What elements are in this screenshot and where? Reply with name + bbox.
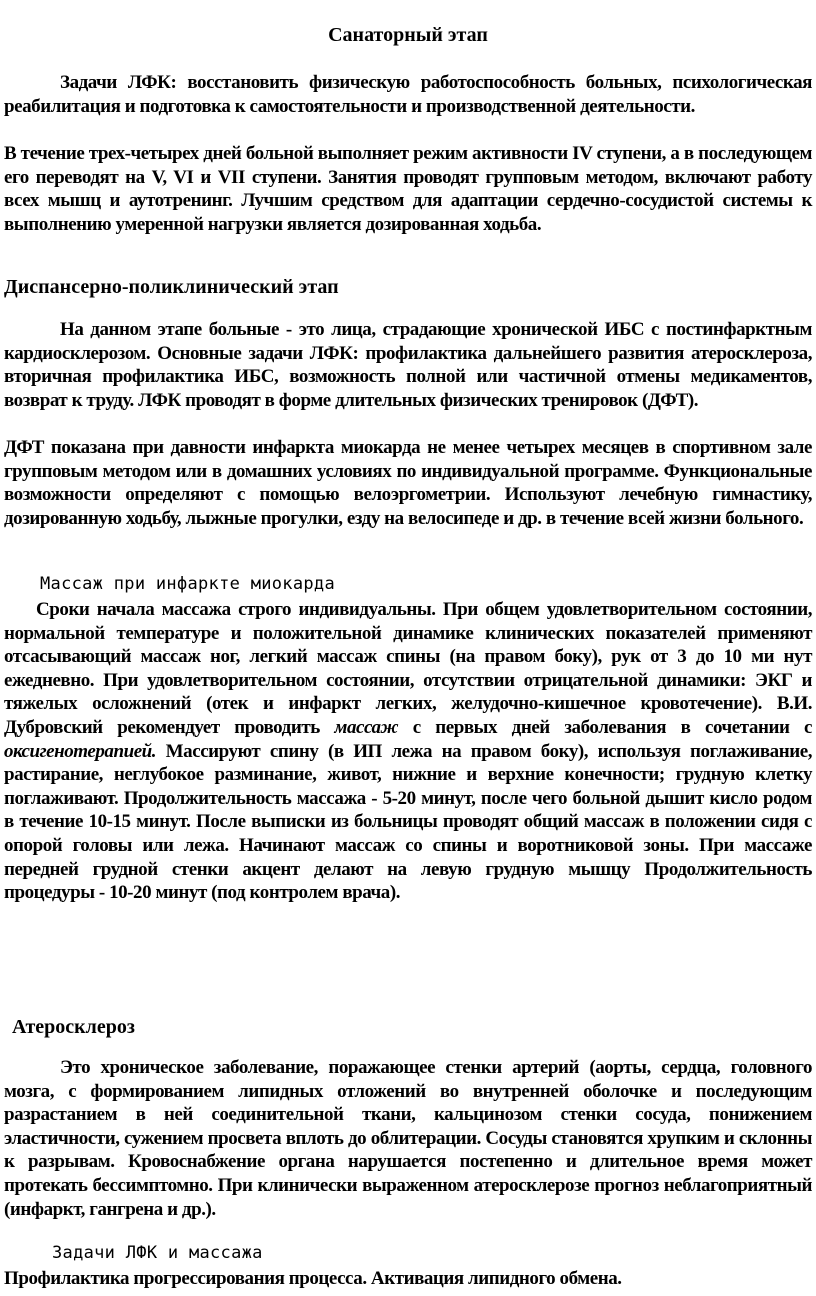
massage-paragraph	[4, 598, 812, 905]
dispensary-paragraph-1	[4, 318, 812, 412]
sanatorium-paragraph-2: В течение трех-четырех дней больной выполняет режим активности IV ступени, а в последующем его переводят на V, VI и VII ступени. Занятия проводят групповым методом, включают работу всех мышц и аутотренинг. Лучшим средством для адаптации сердечно-сосудистой системы к выполнению умеренной нагрузки является дозированная ходьба.	[4, 143, 812, 235]
massage-text-2: с первых дней заболевания в сочетании с	[398, 716, 812, 738]
sanatorium-paragraph-1	[4, 71, 812, 118]
section-title-sanatorium: Санаторный этап	[328, 24, 488, 46]
section-title-dispensary: Диспансерно-поликлинический этап	[4, 276, 339, 298]
tasks-paragraph: Профилактика прогрессирования процесса. Активация липидного обмена.	[4, 1268, 622, 1289]
sanatorium-tasks-text: восстановить физическую работоспособность больных, психологическая реабилитация и подготовка к самостоятельности и производственной деятельности.	[4, 72, 812, 117]
dispensary-paragraph-1-text: На данном этапе больные - это лица, страдающие хронической ИБС с постинфарктным кардиосклерозом. Основные задачи ЛФК: профилактика дальнейшего развития атеросклероза, вторичная профилактика ИБС, возможность полной или частичной отмены медикаментов, возврат к труду. ЛФК проводят в форме длительных физических тренировок (ДФТ).	[4, 319, 812, 411]
massage-emphasis-2: оксигенотерапией.	[4, 740, 157, 762]
tasks-label: Задачи ЛФК:	[60, 72, 177, 93]
massage-text-1: Сроки начала массажа строго индивидуальны. При общем удовлетворительном состоянии, нормальной температуре и положительной динамике клинических показателей применяют отсасывающий массаж ног, легкий массаж спины (на правом боку), рук от 3 до 10 ми нут ежедневно. При удовлетворительном состоянии, отсутствии отрицательной динамики: ЭКГ и тяжелых осложнений (отек и инфаркт легких, желудочно-кишечное кровотечение). В.И. Дубровский рекомендует проводить	[4, 599, 812, 738]
atherosclerosis-text: Это хроническое заболевание, поражающее стенки артерий (аорты, сердца, головного мозга, с формированием липидных отложений во внутренней оболочке и последующим разрастанием в ней соединительной ткани, кальцинозом стенки сосуда, понижением эластичности, сужением просвета вплоть до облитерации. Сосуды становятся хрупким и склонны к разрывам. Кровоснабжение органа нарушается постепенно и длительное время может протекать бессимптомно. При клинически выраженном атеросклерозе прогноз неблагоприятный (инфаркт, гангрена и др.).	[4, 1057, 812, 1220]
section-title-massage: Массаж при инфаркте миокарда	[40, 574, 335, 594]
massage-emphasis-1: массаж	[334, 716, 399, 738]
section-title-atherosclerosis: Атеросклероз	[12, 1016, 135, 1038]
atherosclerosis-paragraph	[4, 1056, 812, 1221]
massage-text-3: Массируют спину (в ИП лежа на правом боку), используя поглаживание, растирание, неглубокое разминание, живот, нижние и верхние конечности; грудную клетку поглаживают. Продолжительность массажа - 5-20 минут, после чего больной дышит кисло родом в течение 10-15 минут. После выписки из больницы проводят общий массаж в положении сидя с опорой головы или лежа. Начинают массаж со спины и воротниковой зоны. При массаже передней грудной стенки акцент делают на левую грудную мышцу Продолжительность процедуры - 10-20 минут (под контролем врача).	[4, 740, 812, 904]
dispensary-paragraph-2: ДФТ показана при давности инфаркта миокарда не менее четырех месяцев в спортивном зале групповым методом или в домашних условиях по индивидуальной программе. Функциональные возможности определяют с помощью велоэргометрии. Используют лечебную гимнастику, дозированную ходьбу, лыжные прогулки, езду на велосипеде и др. в течение всей жизни больного.	[4, 437, 812, 529]
section-title-tasks: Задачи ЛФК и массажа	[52, 1243, 263, 1263]
